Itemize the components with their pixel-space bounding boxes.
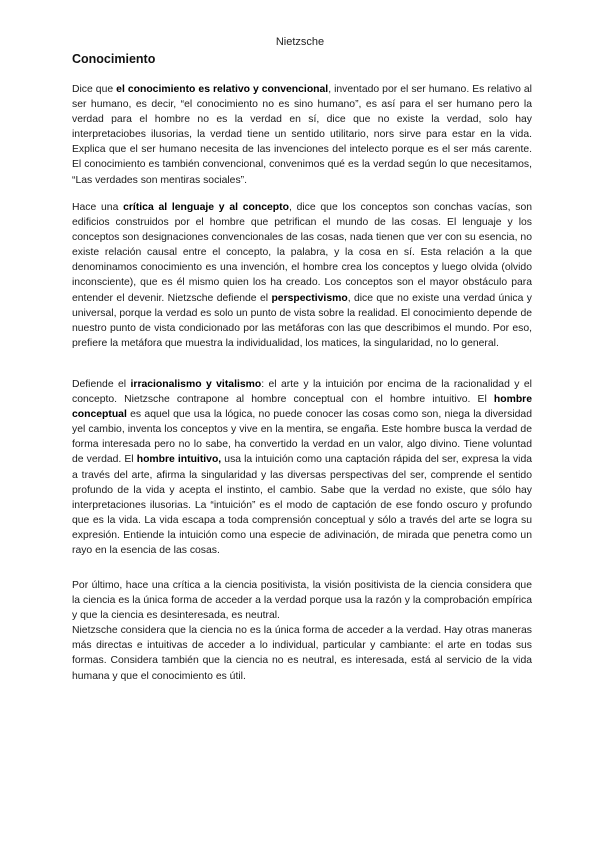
bold-term: hombre conceptual	[72, 394, 532, 421]
text-run: , dice que los conceptos son conchas vacías, son edificios construidos por el hombre que petrifican el mundo de las cosas. El lenguaje y los conceptos son designaciones convencionales de las cosas, nada tienen que ver con su esencia, no existe relación causal entre el concepto, la palabra, y la cosa en sí. Esta relación a la que denominamos conocimiento es una invención, el hombre crea los conceptos y luego olvida (olvido inconsciente), que es él mismo quien los ha creado. Los conceptos son el mayor obstáculo para entender el devenir. Nietzsche defiende el	[72, 202, 533, 304]
paragraph-irrationalism	[72, 377, 532, 558]
text-run: , dice que no existe una verdad única y universal, porque la verdad es solo un punto de vista sobre la realidad. El conocimiento depende de nuestro punto de vista condicionado por las metáforas con las que describimos el mundo. Por eso, prefiere la metáfora que muestra la individualidad, los matices, la singularidad, no lo general.	[72, 292, 532, 349]
bold-term: crítica al lenguaje y al concepto	[123, 202, 289, 213]
paragraph-language-critique	[72, 200, 532, 351]
running-header: Nietzsche	[275, 36, 325, 48]
bold-term: irracionalismo y vitalismo	[130, 379, 262, 390]
bold-term: el conocimiento es relativo y convencional	[116, 84, 329, 95]
text-run: es aquel que usa la lógica, no puede conocer las cosas como son, niega la diversidad yel cambio, inventa los conceptos y vive en la mentira, se engaña. Este hombre busca la verdad de forma interesada pero no lo sabe, ha convertido la verdad en un valor, algo divino. Tiene voluntad de verdad. El	[72, 409, 532, 466]
text-run: Nietzsche considera que la ciencia no es la única forma de acceder a la verdad. Hay otras maneras más directas e intuitivas de acceder a lo individual, particular y cambiante: el arte en todas sus formas. Considera también que la ciencia no es neutral, es interesada, está al servicio de la vida humana y que el conocimiento es útil.	[72, 625, 532, 682]
paragraph-relative-knowledge	[72, 82, 532, 188]
bold-term: hombre intuitivo,	[136, 454, 222, 466]
text-run: Hace una	[72, 202, 124, 213]
text-run: , inventado por el ser humano. Es relativo al ser humano, es decir, “el conocimiento no es sino humano”, es así para el ser humano pero la verdad para el hombre no es la verdad en sí, dice que no existe la verdad, solo hay interpretaciobes ilusorias, la verdad tiene un sentido utilitario, nors sirve para estar en la vida. Explica que el ser humano necesita de las invenciones del intelecto porque es el ser más carente. El conocimiento es también convencional, convenimos qué es la verdad según lo que necesitamos, “Las verdades son mentiras sociales”.	[72, 84, 532, 186]
text-run: Por último, hace una crítica a la ciencia positivista, la visión positivista de la ciencia considera que la ciencia es la única forma de acceder a la verdad porque usa la razón y la comprobación empírica y que la ciencia es desinteresada, es neutral.	[72, 580, 532, 622]
section-title: Conocimiento	[72, 52, 156, 66]
text-run: Defiende el	[72, 379, 131, 390]
bold-term: perspectivismo	[271, 292, 348, 304]
text-run: usa la intuición como una captación rápida del ser, expresa la vida a través del arte, afirma la singularidad y las diversas perspectivas del ser, comprende el sentido profundo de la vida y acepta el instinto, el cambio. Sabe que la verdad no existe, que sólo hay interpretaciones ilusorias. La “intuición” es el modo de captación de ese fondo oscuro y profundo que es la vida. La vida escapa a toda comprensión conceptual y sólo a través del arte se logra su expresión. Entiende la intuición como una especie de adivinación, de mirada que penetra como un rayo en la esencia de las cosas.	[72, 454, 532, 557]
text-run: : el arte y la intuición por encima de la racionalidad y el concepto. Nietzsche contrapone al hombre conceptual con el hombre intuitivo. El	[72, 379, 532, 406]
paragraph-science-critique	[72, 578, 532, 684]
text-run: Dice que	[72, 84, 117, 95]
